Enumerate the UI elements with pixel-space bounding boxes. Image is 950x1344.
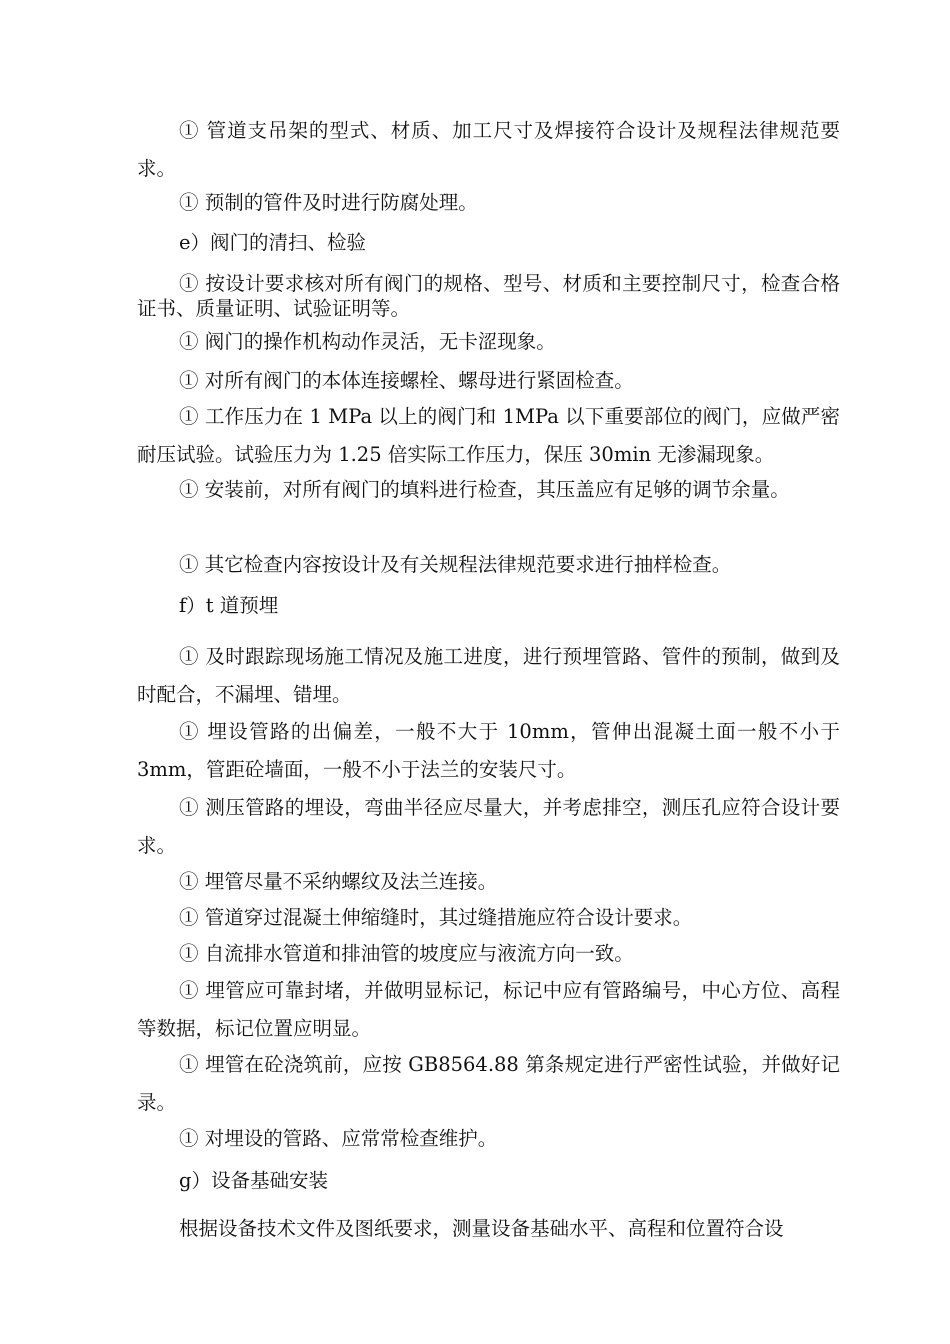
paragraph: ① 埋管在砼浇筑前，应按 GB8564.88 第条规定进行严密性试验，并做好记录。 bbox=[137, 1053, 840, 1114]
section-heading: f）t 道预埋 bbox=[179, 594, 279, 617]
paragraph: ① 管道支吊架的型式、材质、加工尺寸及焊接符合设计及规程法律规范要求。 bbox=[137, 119, 840, 180]
paragraph: 根据设备技术文件及图纸要求，测量设备基础水平、高程和位置符合设 bbox=[179, 1217, 784, 1240]
paragraph: ① 阀门的操作机构动作灵活，无卡涩现象。 bbox=[179, 330, 556, 353]
paragraph: ① 其它检查内容按设计及有关规程法律规范要求进行抽样检查。 bbox=[179, 553, 732, 576]
paragraph: ① 自流排水管道和排油管的坡度应与液流方向一致。 bbox=[179, 942, 634, 965]
paragraph: ① 预制的管件及时进行防腐处理。 bbox=[179, 191, 478, 214]
paragraph: ① 测压管路的埋设，弯曲半径应尽量大，并考虑排空，测压孔应符合设计要求。 bbox=[137, 796, 840, 857]
paragraph: ① 埋管应可靠封堵，并做明显标记，标记中应有管路编号，中心方位、高程等数据，标记位置应明显。 bbox=[137, 979, 840, 1040]
section-heading: e）阀门的清扫、检验 bbox=[179, 231, 367, 254]
paragraph: ① 及时跟踪现场施工情况及施工进度，进行预埋管路、管件的预制，做到及时配合，不漏埋、错埋。 bbox=[137, 645, 840, 706]
paragraph: ① 按设计要求核对所有阀门的规格、型号、材质和主要控制尺寸，检查合格证书、质量证明、试验证明等。 bbox=[137, 272, 840, 320]
paragraph: ① 对埋设的管路、应常常检查维护。 bbox=[179, 1127, 498, 1150]
paragraph: ① 埋设管路的出偏差，一般不大于 10mm，管伸出混凝土面一般不小于 3mm，管距砼墙面，一般不小于法兰的安装尺寸。 bbox=[137, 720, 840, 781]
paragraph: ① 管道穿过混凝土伸缩缝时，其过缝措施应符合设计要求。 bbox=[179, 906, 693, 929]
section-heading: g）设备基础安装 bbox=[179, 1169, 328, 1192]
paragraph: ① 对所有阀门的本体连接螺栓、螺母进行紧固检查。 bbox=[179, 369, 634, 392]
paragraph: ① 安装前，对所有阀门的填料进行检查，其压盖应有足够的调节余量。 bbox=[179, 478, 790, 501]
paragraph: ① 埋管尽量不采纳螺纹及法兰连接。 bbox=[179, 870, 498, 893]
paragraph: ① 工作压力在 1 MPa 以上的阀门和 1MPa 以下重要部位的阀门，应做严密耐压试验。试验压力为 1.25 倍实际工作压力，保压 30min 无渗漏现象。 bbox=[137, 405, 840, 466]
